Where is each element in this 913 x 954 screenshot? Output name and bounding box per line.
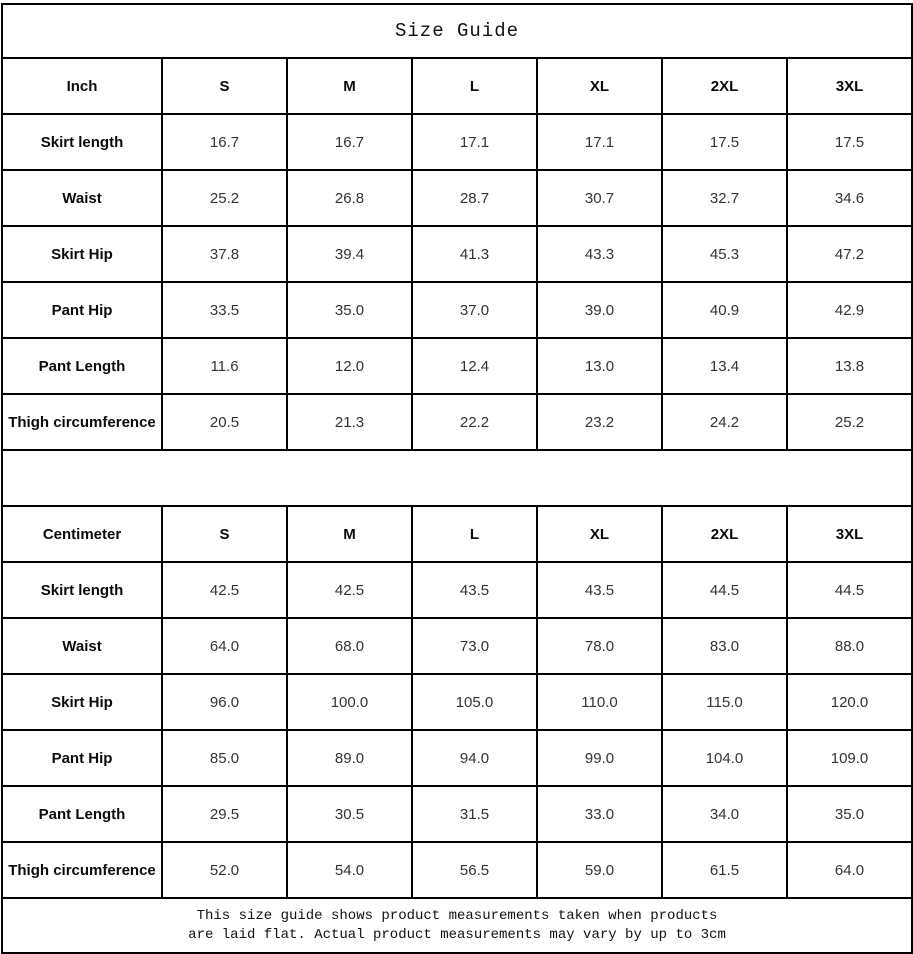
row-label: Waist bbox=[2, 618, 162, 674]
row-label: Thigh circumference bbox=[2, 842, 162, 898]
measurement-value: 22.2 bbox=[412, 394, 537, 450]
row-label: Pant Length bbox=[2, 786, 162, 842]
measurement-value: 24.2 bbox=[662, 394, 787, 450]
measurement-value: 13.0 bbox=[537, 338, 662, 394]
measurement-value: 21.3 bbox=[287, 394, 412, 450]
measurement-value: 25.2 bbox=[162, 170, 287, 226]
cm-size-header-m: M bbox=[287, 506, 412, 562]
measurement-value: 104.0 bbox=[662, 730, 787, 786]
row-label: Thigh circumference bbox=[2, 394, 162, 450]
measurement-value: 17.1 bbox=[537, 114, 662, 170]
title-row bbox=[2, 4, 912, 58]
inch-size-header-l: L bbox=[412, 58, 537, 114]
measurement-value: 56.5 bbox=[412, 842, 537, 898]
row-label: Pant Length bbox=[2, 338, 162, 394]
cm-row-pant-length bbox=[2, 786, 912, 842]
measurement-value: 83.0 bbox=[662, 618, 787, 674]
measurement-value: 34.0 bbox=[662, 786, 787, 842]
inch-row-skirt-length bbox=[2, 114, 912, 170]
footer-note bbox=[2, 898, 912, 953]
cm-row-pant-hip bbox=[2, 730, 912, 786]
inch-row-thigh-circumference bbox=[2, 394, 912, 450]
measurement-value: 17.5 bbox=[662, 114, 787, 170]
measurement-value: 78.0 bbox=[537, 618, 662, 674]
measurement-value: 96.0 bbox=[162, 674, 287, 730]
measurement-value: 105.0 bbox=[412, 674, 537, 730]
inch-row-pant-hip bbox=[2, 282, 912, 338]
measurement-value: 88.0 bbox=[787, 618, 912, 674]
measurement-value: 64.0 bbox=[162, 618, 287, 674]
inch-size-header-xl: XL bbox=[537, 58, 662, 114]
inch-row-skirt-hip bbox=[2, 226, 912, 282]
measurement-value: 28.7 bbox=[412, 170, 537, 226]
row-label: Pant Hip bbox=[2, 282, 162, 338]
table-spacer bbox=[2, 450, 912, 506]
row-label: Skirt length bbox=[2, 562, 162, 618]
measurement-value: 64.0 bbox=[787, 842, 912, 898]
measurement-value: 85.0 bbox=[162, 730, 287, 786]
measurement-value: 89.0 bbox=[287, 730, 412, 786]
measurement-value: 35.0 bbox=[787, 786, 912, 842]
measurement-value: 73.0 bbox=[412, 618, 537, 674]
measurement-value: 37.0 bbox=[412, 282, 537, 338]
inch-size-header-2xl: 2XL bbox=[662, 58, 787, 114]
measurement-value: 39.4 bbox=[287, 226, 412, 282]
measurement-value: 43.3 bbox=[537, 226, 662, 282]
cm-row-waist bbox=[2, 618, 912, 674]
cm-size-header-s: S bbox=[162, 506, 287, 562]
measurement-value: 59.0 bbox=[537, 842, 662, 898]
measurement-value: 115.0 bbox=[662, 674, 787, 730]
cm-row-skirt-length bbox=[2, 562, 912, 618]
measurement-value: 20.5 bbox=[162, 394, 287, 450]
inch-size-header-3xl: 3XL bbox=[787, 58, 912, 114]
measurement-value: 17.1 bbox=[412, 114, 537, 170]
measurement-value: 43.5 bbox=[412, 562, 537, 618]
cm-unit-header: Centimeter bbox=[2, 506, 162, 562]
measurement-value: 13.4 bbox=[662, 338, 787, 394]
row-label: Skirt Hip bbox=[2, 674, 162, 730]
measurement-value: 13.8 bbox=[787, 338, 912, 394]
measurement-value: 32.7 bbox=[662, 170, 787, 226]
size-guide-table bbox=[1, 3, 913, 954]
measurement-value: 31.5 bbox=[412, 786, 537, 842]
cm-row-skirt-hip bbox=[2, 674, 912, 730]
measurement-value: 120.0 bbox=[787, 674, 912, 730]
measurement-value: 54.0 bbox=[287, 842, 412, 898]
measurement-value: 68.0 bbox=[287, 618, 412, 674]
measurement-value: 17.5 bbox=[787, 114, 912, 170]
measurement-value: 25.2 bbox=[787, 394, 912, 450]
measurement-value: 45.3 bbox=[662, 226, 787, 282]
row-label: Pant Hip bbox=[2, 730, 162, 786]
measurement-value: 94.0 bbox=[412, 730, 537, 786]
measurement-value: 110.0 bbox=[537, 674, 662, 730]
measurement-value: 40.9 bbox=[662, 282, 787, 338]
measurement-value: 37.8 bbox=[162, 226, 287, 282]
measurement-value: 52.0 bbox=[162, 842, 287, 898]
measurement-value: 41.3 bbox=[412, 226, 537, 282]
measurement-value: 43.5 bbox=[537, 562, 662, 618]
footer-row bbox=[2, 898, 912, 953]
measurement-value: 109.0 bbox=[787, 730, 912, 786]
footer-note-line-1: This size guide shows product measurements taken when products bbox=[196, 907, 718, 924]
measurement-value: 34.6 bbox=[787, 170, 912, 226]
measurement-value: 42.5 bbox=[287, 562, 412, 618]
measurement-value: 44.5 bbox=[662, 562, 787, 618]
measurement-value: 100.0 bbox=[287, 674, 412, 730]
inch-unit-header: Inch bbox=[2, 58, 162, 114]
measurement-value: 12.4 bbox=[412, 338, 537, 394]
measurement-value: 23.2 bbox=[537, 394, 662, 450]
measurement-value: 39.0 bbox=[537, 282, 662, 338]
cm-size-header-2xl: 2XL bbox=[662, 506, 787, 562]
cm-header-row bbox=[2, 506, 912, 562]
cm-size-header-l: L bbox=[412, 506, 537, 562]
measurement-value: 26.8 bbox=[287, 170, 412, 226]
measurement-value: 42.9 bbox=[787, 282, 912, 338]
inch-header-row bbox=[2, 58, 912, 114]
measurement-value: 29.5 bbox=[162, 786, 287, 842]
footer-note-line-2: are laid flat. Actual product measurements may vary by up to 3cm bbox=[188, 926, 726, 943]
inch-size-header-m: M bbox=[287, 58, 412, 114]
measurement-value: 30.7 bbox=[537, 170, 662, 226]
measurement-value: 35.0 bbox=[287, 282, 412, 338]
measurement-value: 11.6 bbox=[162, 338, 287, 394]
measurement-value: 99.0 bbox=[537, 730, 662, 786]
cm-size-header-xl: XL bbox=[537, 506, 662, 562]
measurement-value: 42.5 bbox=[162, 562, 287, 618]
inch-row-pant-length bbox=[2, 338, 912, 394]
measurement-value: 16.7 bbox=[287, 114, 412, 170]
row-label: Waist bbox=[2, 170, 162, 226]
measurement-value: 16.7 bbox=[162, 114, 287, 170]
cm-row-thigh-circumference bbox=[2, 842, 912, 898]
inch-row-waist bbox=[2, 170, 912, 226]
measurement-value: 30.5 bbox=[287, 786, 412, 842]
row-label: Skirt Hip bbox=[2, 226, 162, 282]
table-spacer-row bbox=[2, 450, 912, 506]
row-label: Skirt length bbox=[2, 114, 162, 170]
measurement-value: 33.0 bbox=[537, 786, 662, 842]
inch-size-header-s: S bbox=[162, 58, 287, 114]
measurement-value: 12.0 bbox=[287, 338, 412, 394]
measurement-value: 47.2 bbox=[787, 226, 912, 282]
cm-size-header-3xl: 3XL bbox=[787, 506, 912, 562]
page-title: Size Guide bbox=[2, 4, 912, 58]
measurement-value: 33.5 bbox=[162, 282, 287, 338]
measurement-value: 44.5 bbox=[787, 562, 912, 618]
measurement-value: 61.5 bbox=[662, 842, 787, 898]
